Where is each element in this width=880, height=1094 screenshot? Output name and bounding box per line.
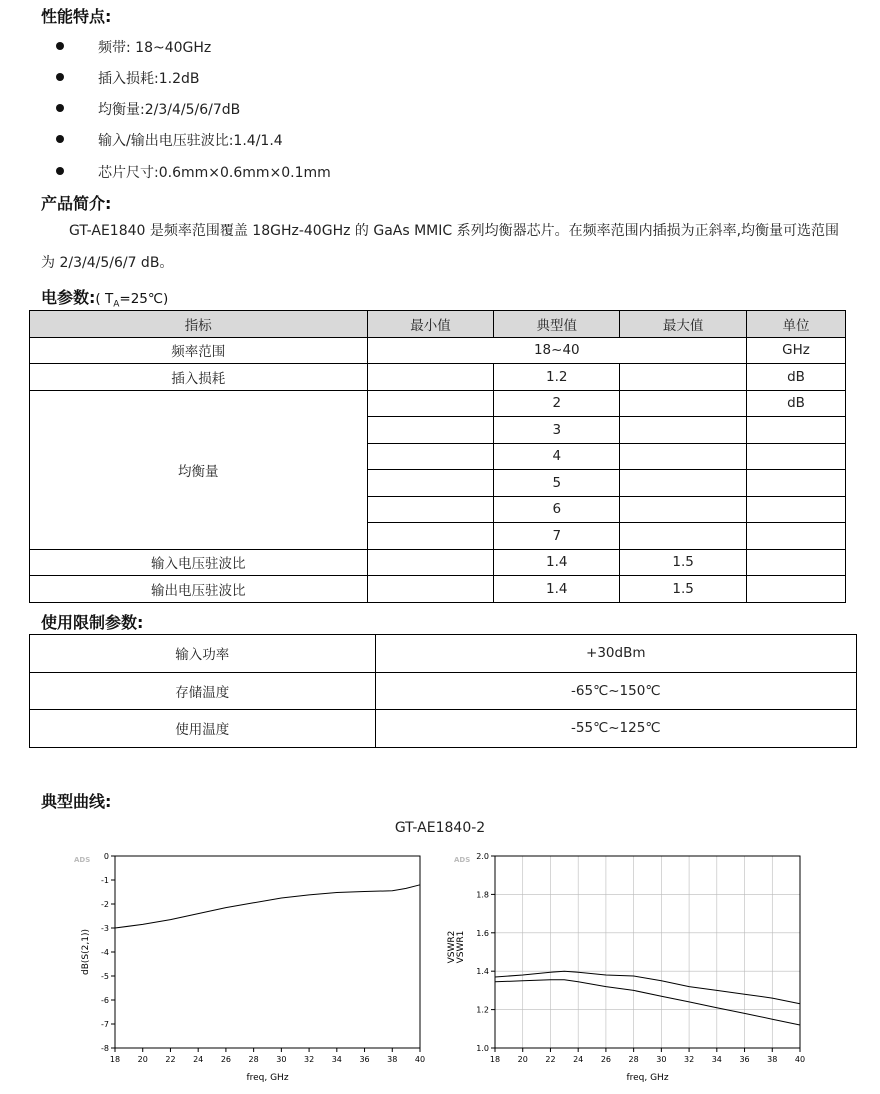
bullet-icon (56, 42, 64, 50)
feature-text: 均衡量:2/3/4/5/6/7dB (98, 102, 241, 118)
table-row (30, 364, 846, 391)
y-axis-label: VSWR1 (456, 930, 466, 964)
x-tick-label: 32 (303, 1055, 315, 1064)
param-unit (747, 496, 846, 523)
series-line-1 (115, 885, 420, 928)
y-tick-label: -5 (101, 972, 109, 981)
x-axis-label: freq, GHz (626, 1073, 669, 1083)
table-row (30, 635, 857, 673)
param-typ: 1.2 (494, 364, 620, 391)
vswr-chart (440, 846, 820, 1090)
param-max (620, 417, 747, 444)
x-tick-label: 28 (248, 1055, 259, 1064)
x-tick-label: 24 (573, 1055, 584, 1064)
x-tick-label: 40 (794, 1055, 806, 1064)
x-tick-label: 38 (387, 1055, 398, 1064)
insertion-loss-chart (60, 846, 440, 1090)
param-unit (747, 417, 846, 444)
param-name: 均衡量 (30, 390, 368, 549)
header-cell: 指标 (30, 311, 368, 338)
table-row (30, 672, 857, 710)
x-tick-label: 22 (545, 1055, 556, 1064)
curves-heading: 典型曲线: (41, 792, 112, 811)
param-max (620, 470, 747, 497)
x-tick-label: 30 (656, 1055, 667, 1064)
param-min (367, 470, 494, 497)
param-max: 1.5 (620, 576, 747, 603)
feature-text: 频带: 18~40GHz (98, 40, 212, 56)
param-typ: 5 (494, 470, 620, 497)
param-typ: 2 (494, 390, 620, 417)
y-tick-label: 0 (103, 852, 109, 861)
param-name: 输入电压驻波比 (30, 549, 368, 576)
y-tick-label: 1.6 (476, 928, 489, 938)
x-tick-label: 18 (489, 1055, 501, 1064)
y-tick-label: -2 (101, 900, 109, 909)
param-min (367, 443, 494, 470)
limit-name: 输入功率 (30, 635, 376, 673)
y-tick-label: 1.4 (476, 967, 489, 977)
bullet-icon (56, 167, 64, 175)
x-tick-label: 36 (359, 1055, 370, 1064)
x-tick-label: 24 (193, 1055, 204, 1064)
y-tick-label: -4 (101, 948, 109, 957)
header-cell: 典型值 (494, 311, 620, 338)
table-row (30, 576, 846, 603)
electrical-heading (41, 285, 168, 310)
header-cell: 单位 (747, 311, 846, 338)
x-tick-label: 20 (137, 1055, 148, 1064)
param-max (620, 364, 747, 391)
x-axis-label: freq, GHz (246, 1073, 289, 1083)
header-cell: 最小值 (367, 311, 494, 338)
x-tick-label: 26 (220, 1055, 232, 1064)
x-tick-label: 18 (109, 1055, 121, 1064)
intro-heading: 产品简介: (41, 194, 112, 213)
param-min (367, 496, 494, 523)
features-heading: 性能特点: (41, 7, 112, 26)
ads-watermark: ADS (454, 856, 471, 864)
ads-watermark: ADS (74, 856, 91, 864)
param-min (367, 364, 494, 391)
limit-value: +30dBm (375, 635, 856, 673)
feature-text: 输入/输出电压驻波比:1.4/1.4 (98, 133, 283, 149)
y-tick-label: -7 (101, 1020, 109, 1029)
param-name: 频率范围 (30, 337, 368, 364)
x-tick-label: 36 (739, 1055, 750, 1064)
y-tick-label: -8 (101, 1044, 109, 1053)
param-unit: GHz (747, 337, 846, 364)
param-max: 1.5 (620, 549, 747, 576)
y-tick-label: 1.2 (476, 1005, 489, 1015)
intro-text: GT-AE1840 是频率范围覆盖 18GHz-40GHz 的 GaAs MMIC 系列均衡器芯片。在频率范围内插损为正斜率,均衡量可选范围为 2/3/4/5/6/7 dB。 (41, 223, 840, 271)
x-tick-label: 20 (517, 1055, 528, 1064)
limits-heading: 使用限制参数: (41, 613, 144, 632)
bullet-icon (56, 135, 64, 143)
y-tick-label: -1 (101, 876, 109, 885)
param-max (620, 523, 747, 550)
curves-title: GT-AE1840-2 (394, 820, 486, 836)
plot-frame (495, 856, 800, 1048)
table-row (30, 390, 846, 417)
table-row (30, 337, 846, 364)
bullet-icon (56, 104, 64, 112)
x-tick-label: 32 (683, 1055, 695, 1064)
header-cell: 最大值 (620, 311, 747, 338)
y-tick-label: 1.8 (476, 890, 489, 900)
limit-value: -55℃~125℃ (375, 710, 856, 748)
param-name: 插入损耗 (30, 364, 368, 391)
table-row (30, 710, 857, 748)
electrical-heading-label: 电参数: (41, 288, 96, 307)
feature-text: 芯片尺寸:0.6mm×0.6mm×0.1mm (98, 165, 331, 181)
series-line-1 (495, 971, 800, 1004)
series-line-2 (495, 980, 800, 1025)
x-tick-label: 34 (711, 1055, 722, 1064)
electrical-table (29, 310, 846, 603)
param-unit (747, 523, 846, 550)
y-tick-label: 1.0 (476, 1044, 489, 1053)
x-tick-label: 30 (276, 1055, 287, 1064)
y-tick-label: -6 (101, 996, 109, 1005)
param-value: 18~40 (367, 337, 747, 364)
param-max (620, 496, 747, 523)
param-typ: 1.4 (494, 576, 620, 603)
limit-name: 存储温度 (30, 672, 376, 710)
param-typ: 3 (494, 417, 620, 444)
param-min (367, 390, 494, 417)
feature-text: 插入损耗:1.2dB (98, 71, 200, 87)
param-unit: dB (747, 364, 846, 391)
param-max (620, 390, 747, 417)
limits-table (29, 634, 857, 748)
param-name: 输出电压驻波比 (30, 576, 368, 603)
limit-value: -65℃~150℃ (375, 672, 856, 710)
param-unit: dB (747, 390, 846, 417)
y-tick-label: -3 (101, 924, 109, 933)
table-header-row (30, 311, 846, 338)
x-tick-label: 34 (331, 1055, 342, 1064)
param-unit (747, 576, 846, 603)
param-typ: 7 (494, 523, 620, 550)
limit-name: 使用温度 (30, 710, 376, 748)
param-unit (747, 549, 846, 576)
x-tick-label: 28 (628, 1055, 639, 1064)
param-unit (747, 470, 846, 497)
param-min (367, 549, 494, 576)
table-row (30, 549, 846, 576)
temperature-condition: ( $T_A=25℃$) (95, 291, 169, 310)
x-tick-label: 26 (600, 1055, 612, 1064)
param-min (367, 576, 494, 603)
bullet-icon (56, 73, 64, 81)
param-typ: 4 (494, 443, 620, 470)
x-tick-label: 40 (414, 1055, 426, 1064)
y-axis-label: dB(S(2,1)) (81, 929, 91, 975)
param-typ: 1.4 (494, 549, 620, 576)
param-unit (747, 443, 846, 470)
param-min (367, 417, 494, 444)
plot-frame (115, 856, 420, 1048)
x-tick-label: 22 (165, 1055, 176, 1064)
param-max (620, 443, 747, 470)
x-tick-label: 38 (767, 1055, 778, 1064)
param-typ: 6 (494, 496, 620, 523)
y-tick-label: 2.0 (476, 852, 489, 861)
y-axis-label: VSWR2 (447, 930, 457, 964)
param-min (367, 523, 494, 550)
